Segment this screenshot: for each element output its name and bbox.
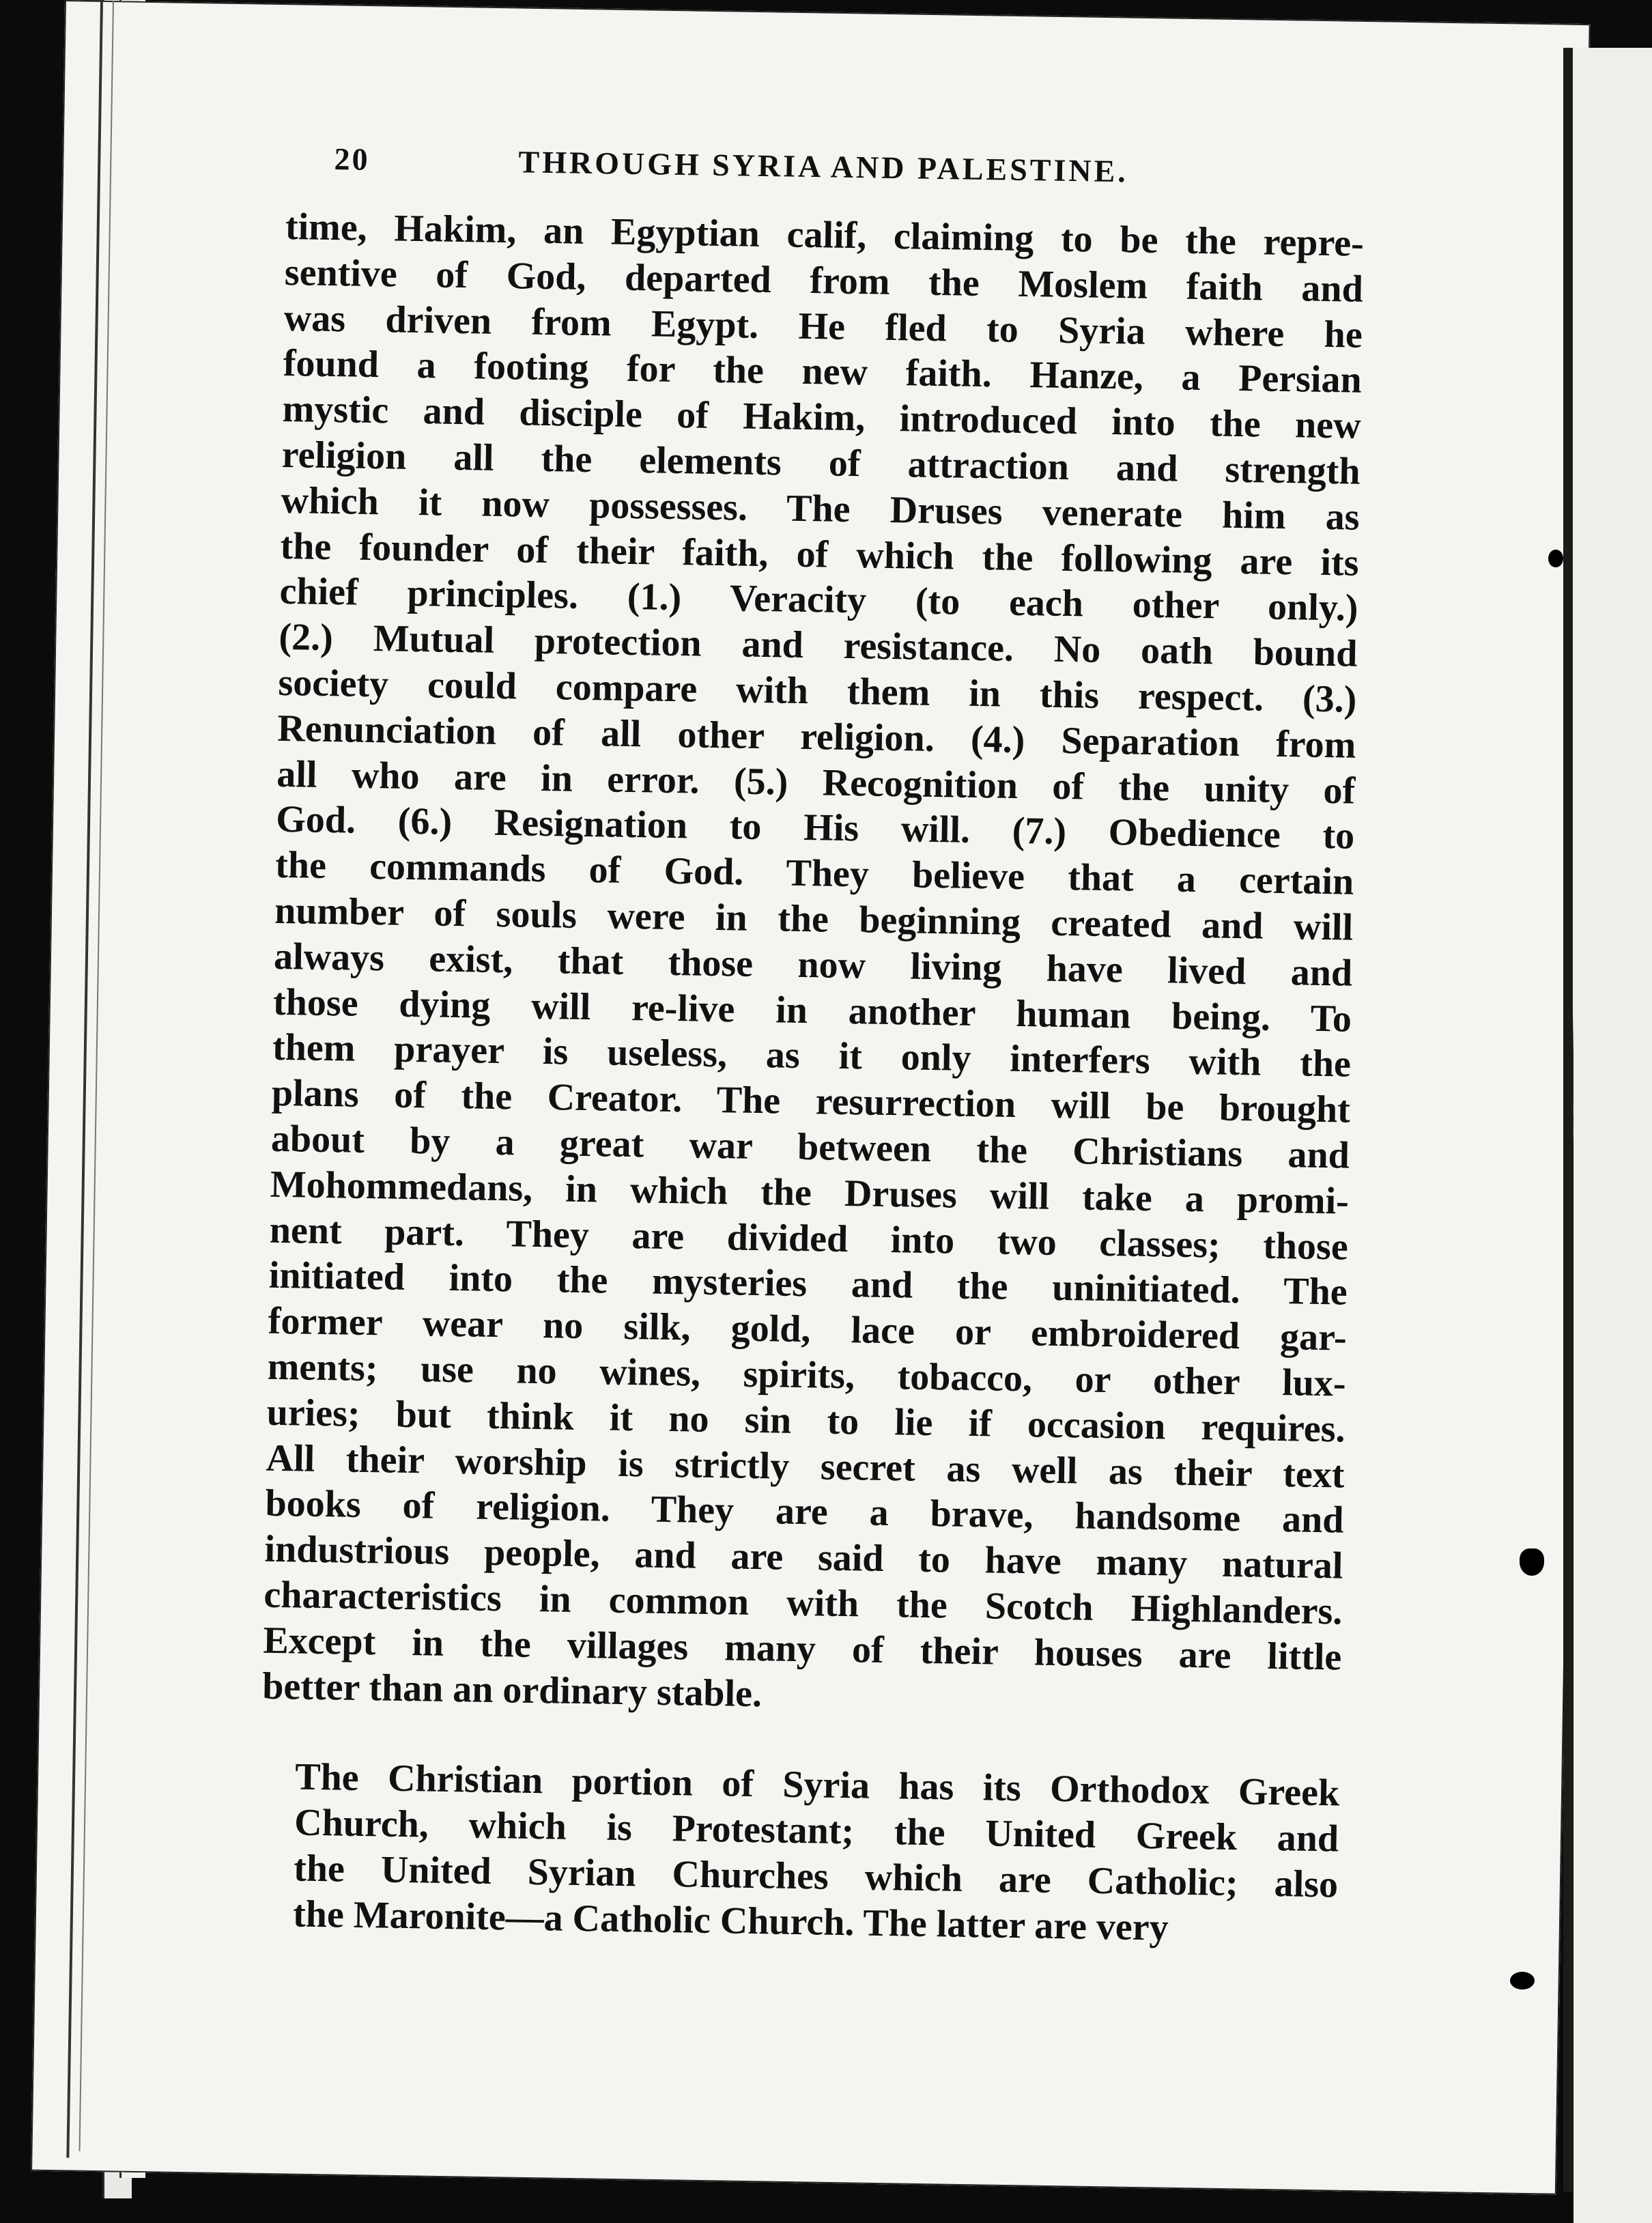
text-line: about by a great war between the Christians and <box>270 1117 1350 1177</box>
text-line: Church, which is Protestant; the United Greek and <box>294 1801 1339 1860</box>
text-line: God. (6.) Resignation to His will. (7.) Obedience to <box>275 798 1355 858</box>
binding-stitch-mark <box>1510 1972 1535 1990</box>
text-line: the founder of their faith, of which the following are its <box>280 524 1359 584</box>
text-line: the United Syrian Churches which are Catholic; also <box>293 1847 1339 1906</box>
binding-stitch-mark <box>1548 550 1563 567</box>
text-line: Except in the villages many of their houses are little <box>262 1619 1342 1679</box>
text-line: uries; but think it no sin to lie if occasion requires. <box>266 1391 1346 1451</box>
facing-page-edge <box>1573 48 1652 2223</box>
text-line: them prayer is useless, as it only interfers with the <box>272 1026 1352 1086</box>
text-line: mystic and disciple of Hakim, introduced into the new <box>282 388 1362 447</box>
text-line: All their worship is strictly secret as well as their text <box>266 1436 1345 1497</box>
text-line: Renunciation of all other religion. (4.) Separation from <box>276 707 1356 767</box>
text-line: time, Hakim, an Egyptian calif, claiming to be the repre- <box>285 205 1365 265</box>
paragraph-christian-portion <box>259 1754 1340 1953</box>
text-line: was driven from Egypt. He fled to Syria where he <box>283 296 1363 356</box>
text-line: initiated into the mysteries and the uninitiated. The <box>268 1254 1348 1314</box>
text-block <box>259 140 1365 1953</box>
text-line: industrious people, and are said to have many natural <box>264 1527 1343 1587</box>
text-line: characteristics in common with the Scotch Highlanders. <box>264 1573 1343 1633</box>
running-head-title: THROUGH SYRIA AND PALESTINE. <box>518 144 1129 189</box>
text-line: those dying will re-live in another human being. To <box>272 980 1352 1040</box>
text-line: the commands of God. They believe that a certain <box>274 844 1354 903</box>
text-line: religion all the elements of attraction and strength <box>281 433 1361 493</box>
text-line: found a footing for the new faith. Hanze, a Persian <box>283 342 1363 402</box>
binding-stitch-mark <box>1520 1548 1544 1576</box>
paragraph-druses <box>262 204 1364 1726</box>
text-line: sentive of God, departed from the Moslem faith and <box>284 251 1364 311</box>
text-line: The Christian portion of Syria has its Orthodox Greek <box>294 1755 1340 1815</box>
text-line: better than an ordinary stable. <box>261 1665 763 1715</box>
text-line: society could compare with them in this respect. (3.) <box>278 661 1357 721</box>
text-line: which it now possesses. The Druses venerate him as <box>281 479 1361 539</box>
text-line: Mohommedans, in which the Druses will take a promi- <box>270 1163 1350 1223</box>
text-line: books of religion. They are a brave, handsome and <box>265 1482 1344 1542</box>
text-line: number of souls were in the beginning created and will <box>274 889 1354 949</box>
text-line: the Maronite—a Catholic Church. The latter are very <box>292 1893 1169 1949</box>
text-line: ments; use no wines, spirits, tobacco, or other lux- <box>267 1345 1347 1405</box>
page-number: 20 <box>334 141 370 177</box>
text-line: plans of the Creator. The resurrection will be brought <box>271 1071 1351 1131</box>
text-line: chief principles. (1.) Veracity (to each other only.) <box>279 570 1358 630</box>
text-line: former wear no silk, gold, lace or embroidered gar- <box>268 1299 1348 1359</box>
book-gutter <box>1563 48 1573 2192</box>
text-line: nent part. They are divided into two classes; those <box>269 1208 1349 1269</box>
text-line: always exist, that those now living have lived and <box>273 935 1353 995</box>
text-line: all who are in error. (5.) Recognition of the unity of <box>276 752 1356 812</box>
text-line: (2.) Mutual protection and resistance. No oath bound <box>279 616 1358 675</box>
